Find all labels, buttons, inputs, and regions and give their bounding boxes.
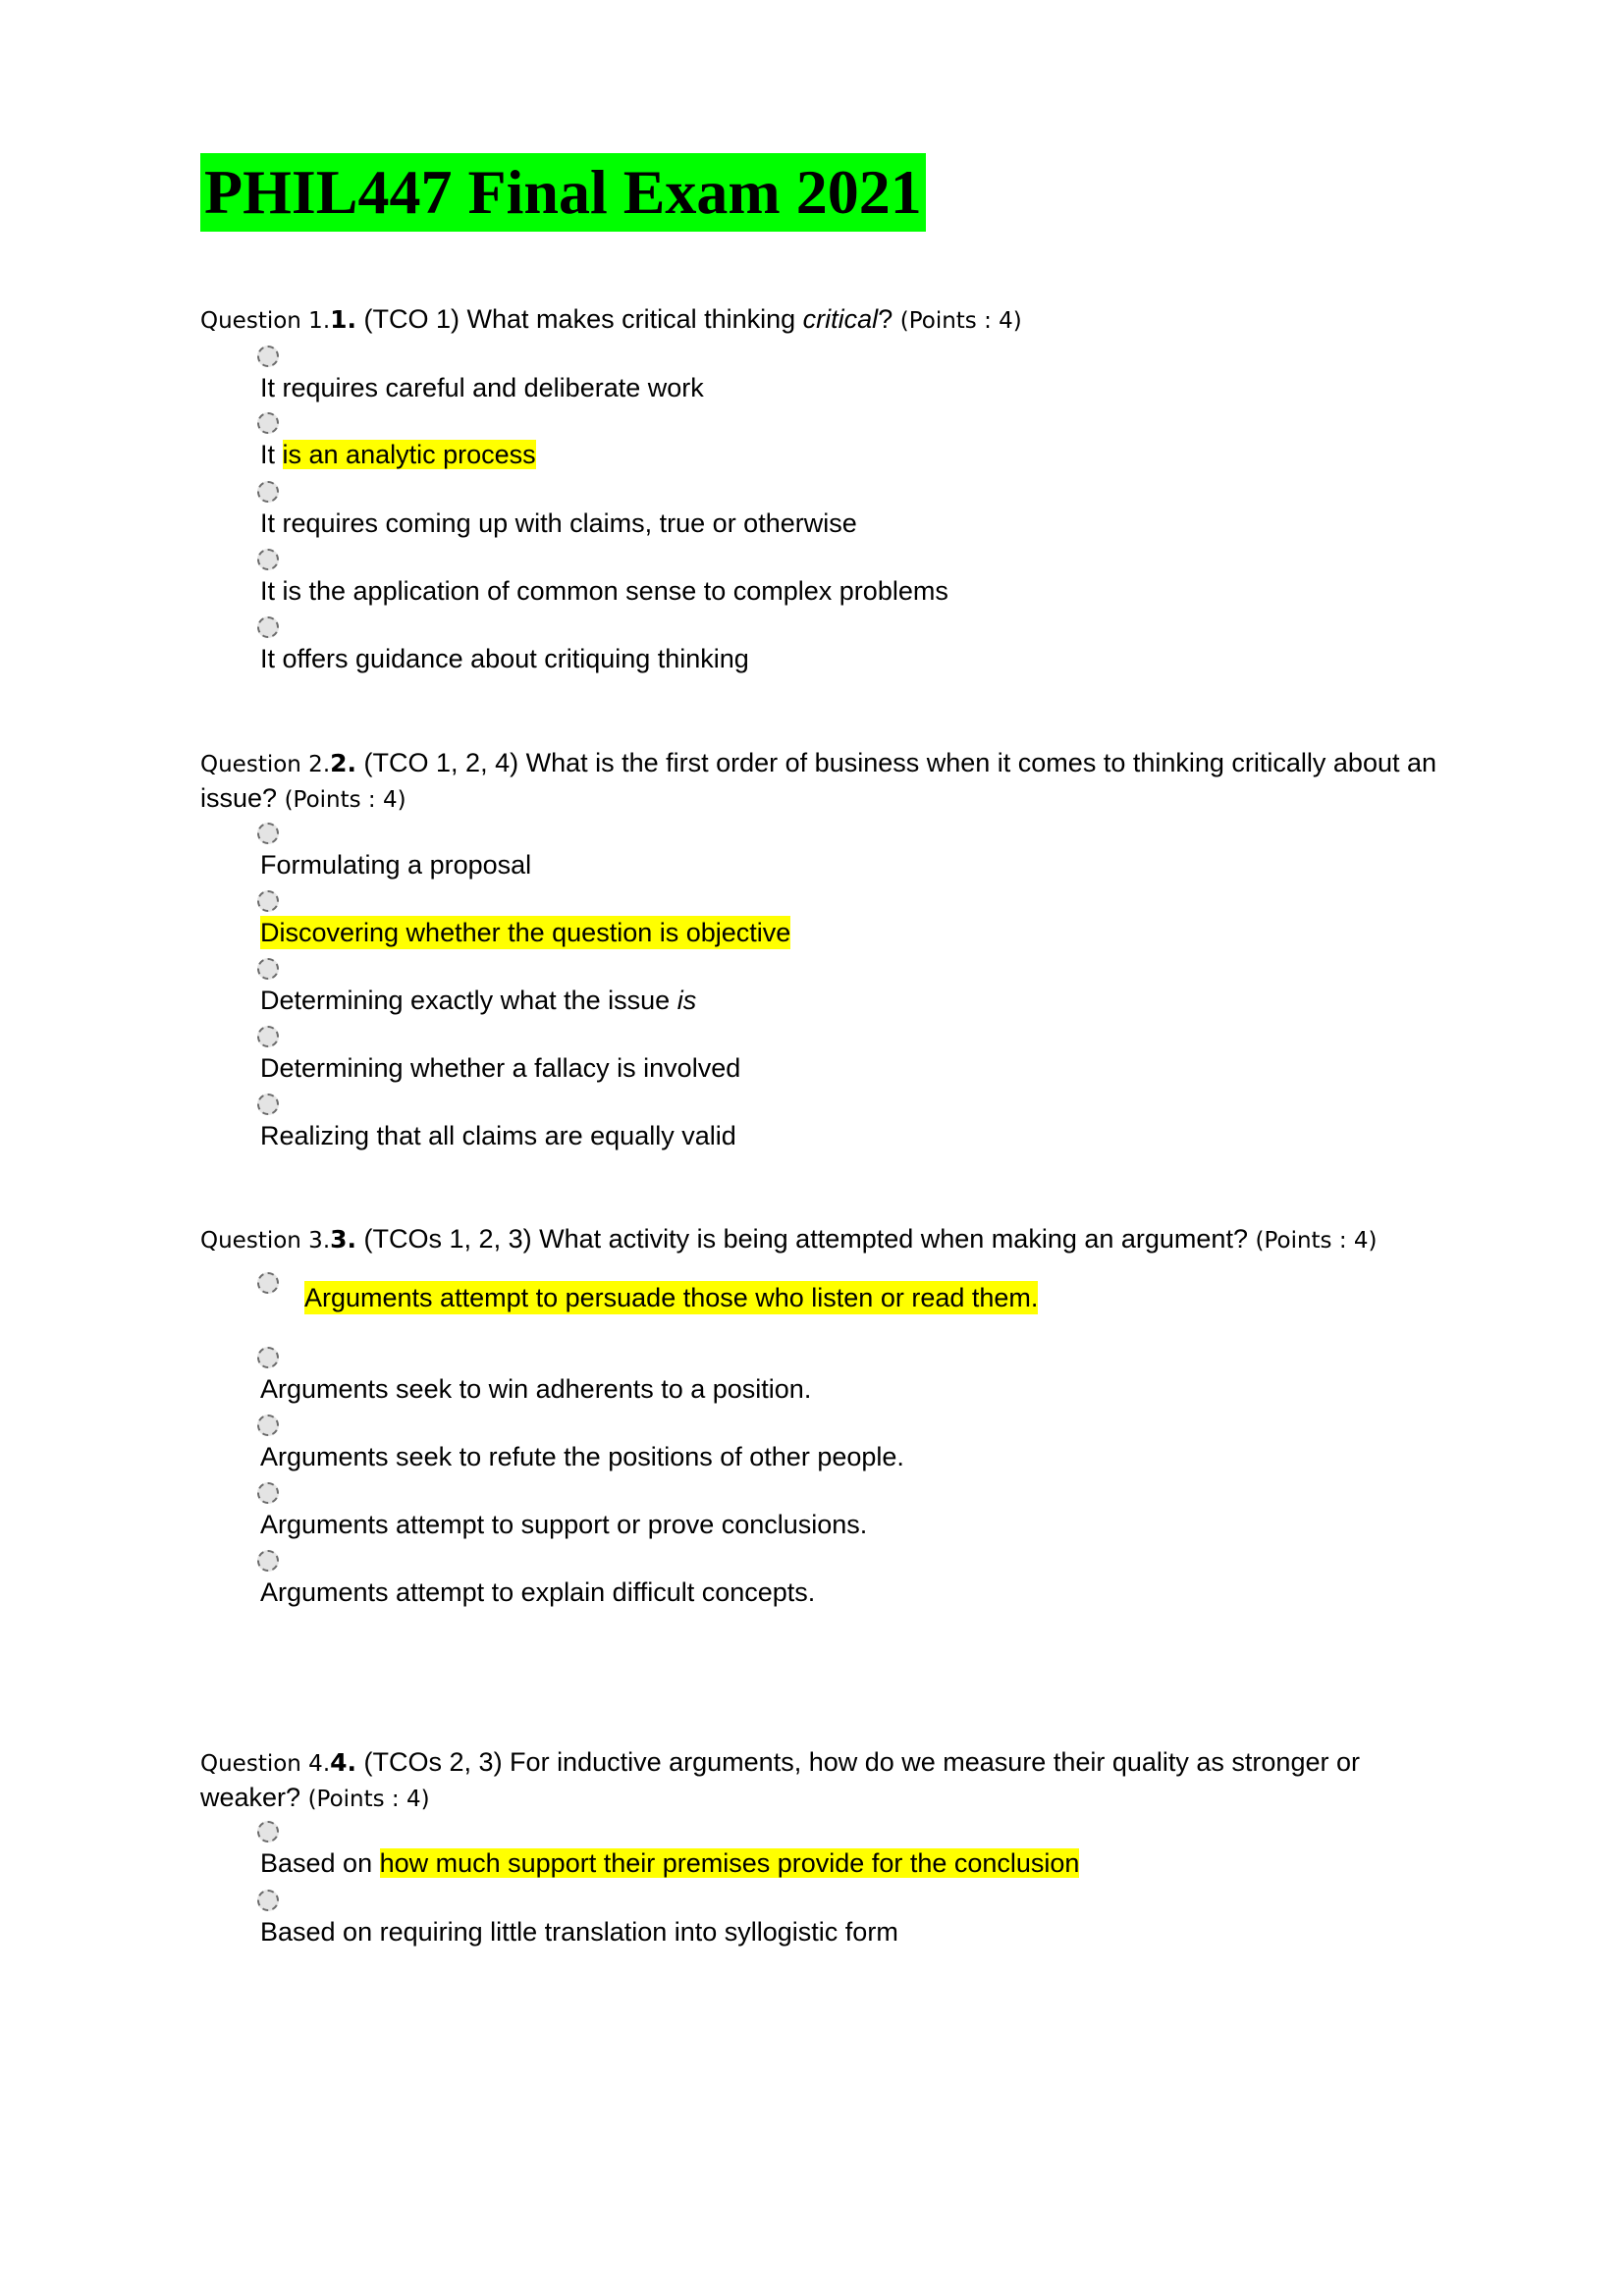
answer-option — [260, 1846, 1079, 1880]
answer-option: Determining whether a fallacy is involved — [260, 1053, 741, 1083]
answer-text: Determining exactly what the issue — [260, 986, 677, 1015]
radio-button[interactable] — [257, 1272, 279, 1294]
highlighted-answer-option: Discovering whether the question is objective — [260, 918, 791, 947]
answer-option — [260, 984, 696, 1017]
question-number: 1. — [330, 305, 357, 334]
question-label: Question 3. — [200, 1228, 331, 1254]
answer-option: Arguments attempt to support or prove conclusions. — [260, 1510, 868, 1539]
radio-button[interactable] — [257, 346, 279, 367]
radio-button[interactable] — [257, 823, 279, 844]
answer-option: It requires careful and deliberate work — [260, 373, 704, 402]
answer-text-emphasis: is — [676, 986, 697, 1015]
answer-option: It offers guidance about critiquing thinking — [260, 644, 749, 673]
radio-button[interactable] — [257, 1550, 279, 1572]
radio-button[interactable] — [257, 549, 279, 570]
question-text-emphasis: critical — [802, 304, 879, 334]
radio-button[interactable] — [257, 1821, 279, 1842]
question-4-prompt — [200, 1745, 1467, 1816]
answer-option: Arguments attempt to explain difficult concepts. — [260, 1577, 816, 1607]
answer-text: Based on — [260, 1848, 380, 1878]
question-label: Question 4. — [200, 1751, 331, 1777]
question-text: (TCO 1, 2, 4) What is the first order of business when it comes to thinking critically about an issue? — [200, 748, 1437, 813]
answer-option: Arguments seek to refute the positions of other people. — [260, 1442, 904, 1471]
highlighted-answer-text: is an analytic process — [282, 440, 536, 469]
question-2-prompt — [200, 746, 1467, 817]
question-points: (Points : 4) — [1255, 1228, 1378, 1254]
highlighted-answer-text: how much support their premises provide for the conclusion — [379, 1848, 1080, 1878]
answer-option: It is the application of common sense to complex problems — [260, 576, 948, 606]
radio-button[interactable] — [257, 1026, 279, 1047]
question-label: Question 2. — [200, 752, 331, 777]
radio-button[interactable] — [257, 958, 279, 980]
question-points: (Points : 4) — [284, 787, 406, 813]
radio-button[interactable] — [257, 1094, 279, 1115]
answer-option: Based on requiring little translation into syllogistic form — [260, 1917, 898, 1947]
question-3-prompt — [200, 1222, 1467, 1257]
radio-button[interactable] — [257, 1890, 279, 1911]
radio-button[interactable] — [257, 1347, 279, 1368]
answer-option: Formulating a proposal — [260, 850, 532, 880]
question-text: (TCO 1) What makes critical thinking — [356, 304, 803, 334]
radio-button[interactable] — [257, 890, 279, 912]
question-1-prompt — [200, 302, 1467, 338]
question-points: (Points : 4) — [899, 308, 1022, 334]
radio-button[interactable] — [257, 1415, 279, 1436]
highlighted-answer-option: Arguments attempt to persuade those who listen or read them. — [304, 1283, 1039, 1312]
question-number: 3. — [330, 1225, 357, 1254]
question-text: (TCOs 1, 2, 3) What activity is being attempted when making an argument? — [356, 1224, 1256, 1254]
answer-option — [260, 438, 536, 471]
radio-button[interactable] — [257, 616, 279, 638]
radio-button[interactable] — [257, 481, 279, 503]
radio-button[interactable] — [257, 412, 279, 434]
question-points: (Points : 4) — [307, 1787, 430, 1812]
question-number: 4. — [330, 1748, 357, 1777]
page-title: PHIL447 Final Exam 2021 — [200, 153, 926, 232]
answer-option: Arguments seek to win adherents to a position. — [260, 1374, 812, 1404]
answer-option: Realizing that all claims are equally valid — [260, 1121, 736, 1150]
question-label: Question 1. — [200, 308, 331, 334]
answer-option: It requires coming up with claims, true or otherwise — [260, 508, 857, 538]
answer-text: It — [260, 440, 283, 469]
question-text: (TCOs 2, 3) For inductive arguments, how do we measure their quality as stronger or weaker? — [200, 1747, 1360, 1812]
question-text: ? — [878, 304, 900, 334]
question-number: 2. — [330, 749, 357, 777]
radio-button[interactable] — [257, 1482, 279, 1504]
